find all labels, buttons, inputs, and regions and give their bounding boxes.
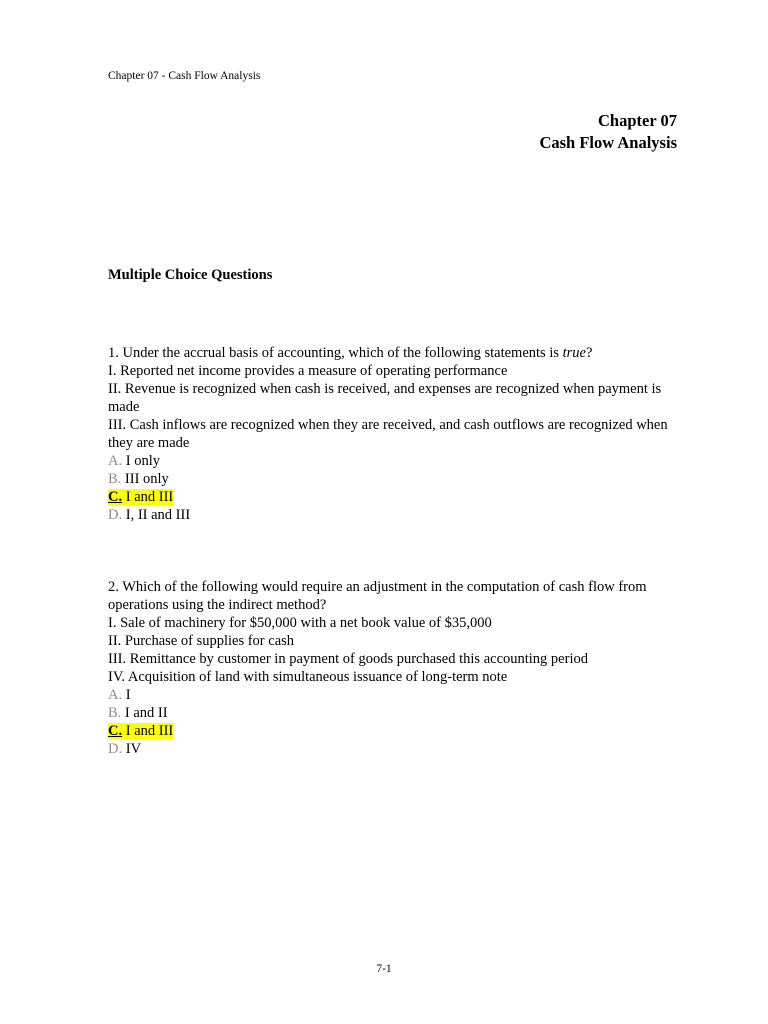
- answer-option-b: [108, 470, 688, 488]
- answer-option-d: [108, 506, 688, 524]
- option-text: I and II: [124, 705, 168, 721]
- answer-option-b: [108, 704, 688, 722]
- statement-item: II. Purchase of supplies for cash: [108, 633, 295, 649]
- option-text: I: [125, 687, 131, 703]
- chapter-number: Chapter 07: [598, 111, 677, 130]
- chapter-title: [539, 110, 677, 154]
- option-letter: B.: [108, 471, 122, 487]
- option-text: IV: [125, 741, 142, 757]
- answer-option-c: [108, 488, 688, 506]
- running-header: Chapter 07 - Cash Flow Analysis: [108, 70, 261, 82]
- option-letter: D.: [108, 741, 123, 757]
- chapter-name: Cash Flow Analysis: [539, 133, 677, 152]
- answer-option-d: [108, 740, 688, 758]
- page-number: 7-1: [376, 963, 392, 975]
- option-letter: C.: [108, 723, 123, 739]
- answer-option-c: [108, 722, 688, 740]
- option-text: III only: [124, 471, 169, 487]
- option-letter: A.: [108, 453, 123, 469]
- option-text: I and III: [125, 723, 174, 739]
- option-text: I only: [125, 453, 160, 469]
- statement-item: I. Reported net income provides a measure of operating performance: [108, 363, 508, 379]
- answer-option-a: [108, 686, 688, 704]
- option-text: I, II and III: [125, 507, 191, 523]
- statement-item: III. Remittance by customer in payment of goods purchased this accounting period: [108, 651, 588, 667]
- question-stem: 2. Which of the following would require an adjustment in the computation of cash flow from operations using the indirect method?: [108, 579, 647, 613]
- question-2: [108, 578, 688, 758]
- statement-item: III. Cash inflows are recognized when they are received, and cash outflows are recognized when they are made: [108, 417, 668, 451]
- question-stem: 1. Under the accrual basis of accounting, which of the following statements is true?: [108, 345, 593, 361]
- section-heading: Multiple Choice Questions: [108, 267, 273, 283]
- option-text: I and III: [125, 489, 174, 505]
- option-letter: D.: [108, 507, 123, 523]
- option-letter: B.: [108, 705, 122, 721]
- statement-item: I. Sale of machinery for $50,000 with a net book value of $35,000: [108, 615, 492, 631]
- question-1: [108, 344, 688, 524]
- answer-option-a: [108, 452, 688, 470]
- emphasis-text: true: [562, 345, 586, 361]
- option-letter: C.: [108, 489, 123, 505]
- statement-item: IV. Acquisition of land with simultaneous issuance of long-term note: [108, 669, 508, 685]
- statement-item: II. Revenue is recognized when cash is received, and expenses are recognized when payment is made: [108, 381, 662, 415]
- option-letter: A.: [108, 687, 123, 703]
